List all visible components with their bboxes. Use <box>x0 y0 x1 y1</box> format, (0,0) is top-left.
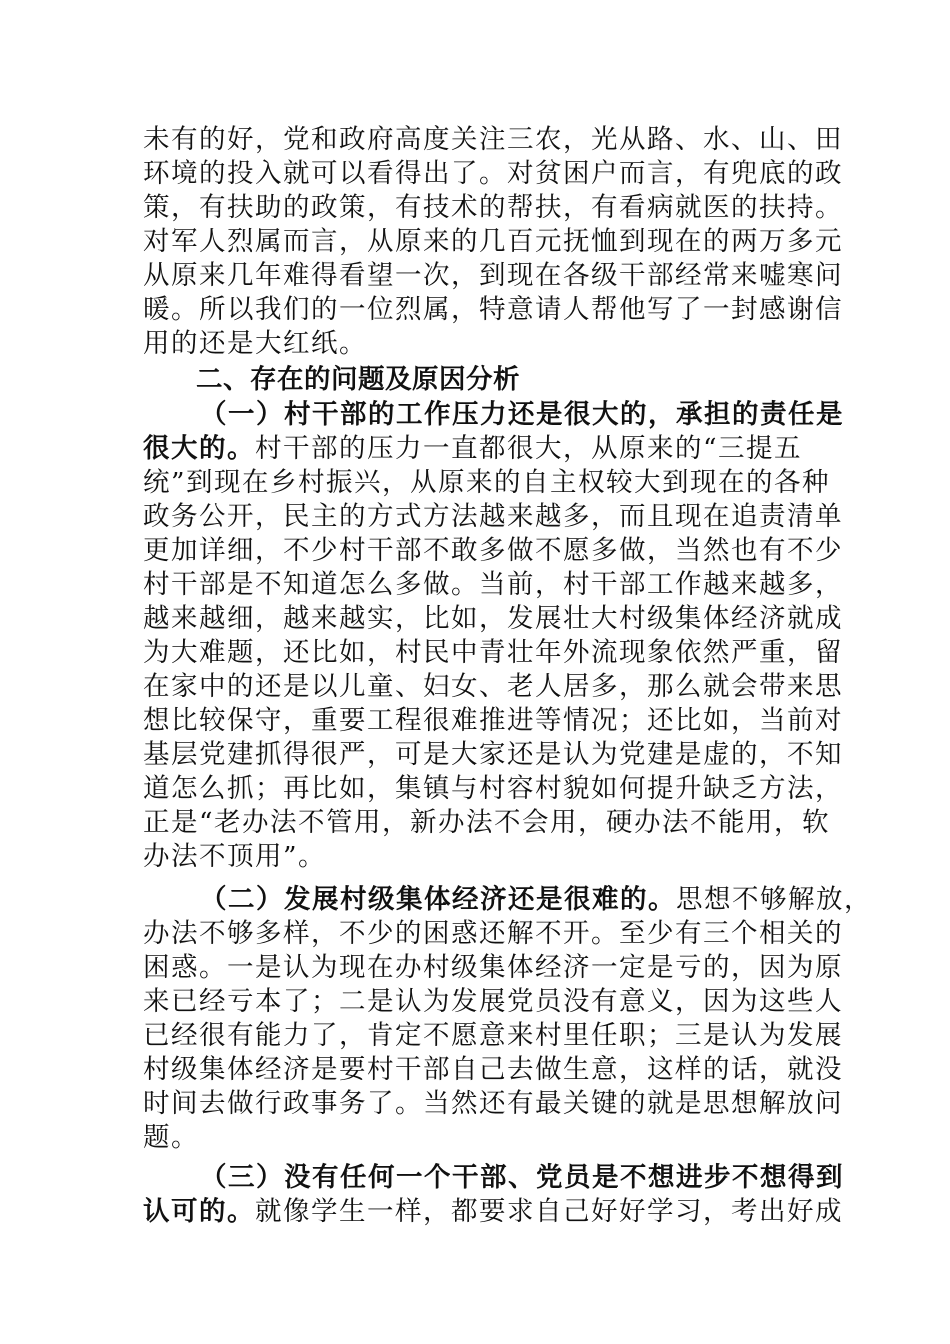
line-text: 环境的投入就可以看得出了。对贫困户而言，有兜底的政 <box>143 158 843 189</box>
line-text: 未有的好，党和政府高度关注三农，光从路、水、山、田 <box>143 124 843 155</box>
text-line <box>143 293 843 327</box>
text-line <box>143 840 823 874</box>
line-text: 用的还是大红纸。 <box>143 328 367 359</box>
text-line <box>143 1053 843 1087</box>
line-text: 办法不够多样，不少的困惑还解不开。至少有三个相关的 <box>143 918 843 949</box>
line-text: 想比较保守，重要工程很难推进等情况；还比如，当前对 <box>143 705 843 736</box>
text-line <box>143 191 843 225</box>
text-line <box>143 1019 843 1053</box>
line-text: 对军人烈属而言，从原来的几百元抚恤到现在的两万多元 <box>143 226 843 257</box>
line-text: 政务公开，民主的方式方法越来越多，而且现在追责清单 <box>143 501 843 532</box>
line-text: 办法不顶用”。 <box>143 841 327 872</box>
section-heading <box>196 363 876 397</box>
text-line <box>143 432 823 466</box>
line-text: 村干部是不知道怎么多做。当前，村干部工作越来越多， <box>143 569 843 600</box>
text-line <box>143 806 831 840</box>
line-text: （三）没有任何一个干部、党员是不想进步不想得到 <box>200 1162 844 1193</box>
line-text: 越来越细，越来越实，比如，发展壮大村级集体经济就成 <box>143 603 843 634</box>
line-text: 就像学生一样，都要求自己好好学习，考出好成 <box>255 1196 843 1227</box>
text-line <box>143 157 843 191</box>
line-text: 在家中的还是以儿童、妇女、老人居多，那么就会带来思 <box>143 671 843 702</box>
text-line <box>143 772 843 806</box>
text-line <box>143 500 843 534</box>
heading-text: 二、存在的问题及原因分析 <box>196 364 520 395</box>
text-line <box>143 568 843 602</box>
line-text: 村干部的压力一直都很大，从原来的“三提五 <box>255 433 803 464</box>
text-line <box>143 917 843 951</box>
subsection-heading <box>200 1161 844 1195</box>
line-text: 暖。所以我们的一位烈属，特意请人帮他写了一封感谢信 <box>143 294 843 325</box>
text-line <box>143 985 843 1019</box>
line-text: 更加详细，不少村干部不敢多做不愿多做，当然也有不少 <box>143 535 843 566</box>
text-line <box>143 670 843 704</box>
line-text: 从原来几年难得看望一次，到现在各级干部经常来嘘寒问 <box>143 260 843 291</box>
text-line <box>143 704 843 738</box>
text-line <box>143 259 843 293</box>
line-text: 策，有扶助的政策，有技术的帮扶，有看病就医的扶持。 <box>143 192 843 223</box>
text-line <box>143 602 843 636</box>
text-line <box>143 327 823 361</box>
text-line <box>143 1195 843 1229</box>
text-line <box>200 883 872 917</box>
line-text: 基层党建抓得很严，可是大家还是认为党建是虚的，不知 <box>143 739 843 770</box>
line-text: 为大难题，还比如，村民中青壮年外流现象依然严重，留 <box>143 637 843 668</box>
line-text: 统”到现在乡村振兴，从原来的自主权较大到现在的各种 <box>143 467 831 498</box>
text-line <box>143 534 843 568</box>
text-line <box>143 1121 823 1155</box>
line-text: 道怎么抓；再比如，集镇与村容村貌如何提升缺乏方法， <box>143 773 843 804</box>
line-text: 时间去做行政事务了。当然还有最关键的就是思想解放问 <box>143 1088 843 1119</box>
text-line <box>143 738 843 772</box>
line-text: 来已经亏本了；二是认为发展党员没有意义，因为这些人 <box>143 986 843 1017</box>
line-text: 思想不够解放， <box>676 884 872 915</box>
text-line <box>143 1087 843 1121</box>
line-text: 村级集体经济是要村干部自己去做生意，这样的话，就没 <box>143 1054 843 1085</box>
line-text: 困惑。一是认为现在办村级集体经济一定是亏的，因为原 <box>143 952 843 983</box>
text-line <box>143 123 843 157</box>
text-line <box>143 466 831 500</box>
line-text: （一）村干部的工作压力还是很大的，承担的责任是 <box>200 399 844 430</box>
line-text: 已经很有能力了，肯定不愿意来村里任职；三是认为发展 <box>143 1020 843 1051</box>
bold-text: 很大的。 <box>143 433 255 464</box>
subsection-heading <box>200 398 844 432</box>
text-line <box>143 636 843 670</box>
line-text: 正是“老办法不管用，新办法不会用，硬办法不能用，软 <box>143 807 831 838</box>
text-line <box>143 951 843 985</box>
bold-text: （二）发展村级集体经济还是很难的。 <box>200 884 676 915</box>
bold-text: 认可的。 <box>143 1196 255 1227</box>
text-line <box>143 225 843 259</box>
line-text: 题。 <box>143 1122 199 1153</box>
